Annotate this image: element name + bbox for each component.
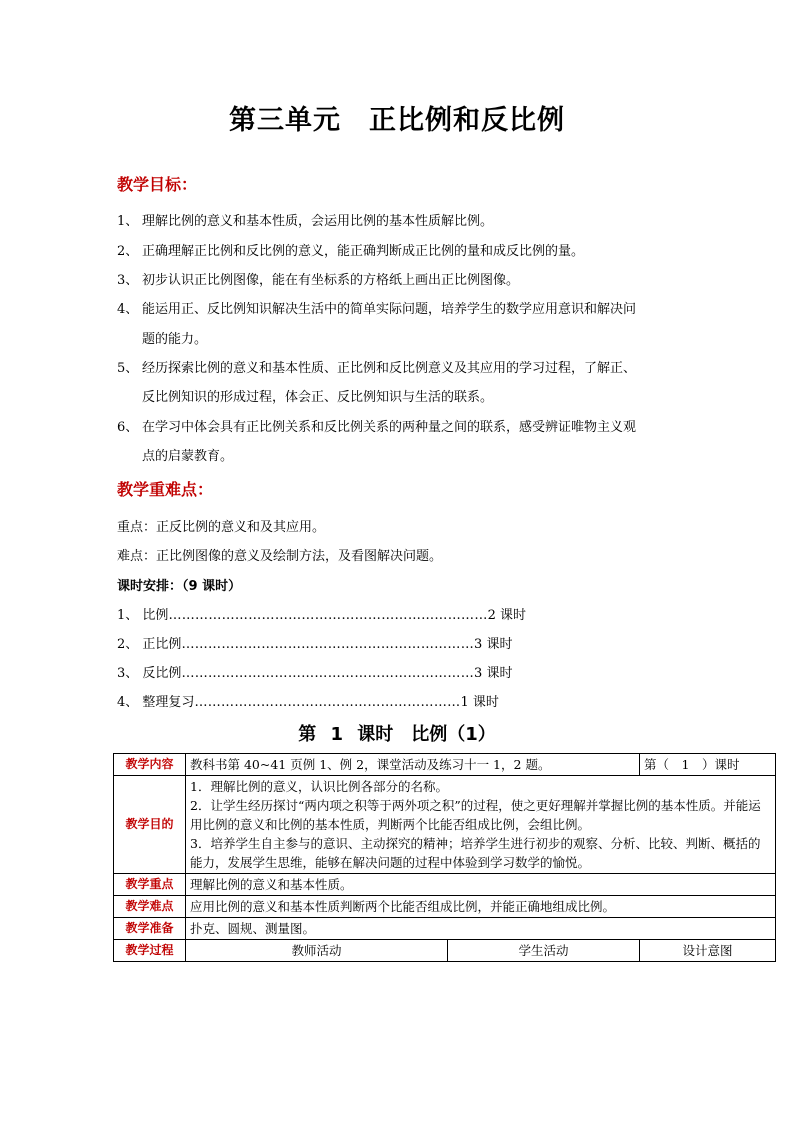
goal-line: 3．培养学生自主参与的意识、主动探究的精神；培养学生进行初步的观察、分析、比较、判断、概括的能力，发展学生思维，能够在解决问题的过程中体验到学习数学的愉悦。 [190, 836, 761, 870]
objective-2-line-1: 正确理解正比例和反比例的意义，能正确判断成正比例的量和成反比例的量。 [142, 244, 585, 259]
prep-cell: 扑克、圆规、测量图。 [186, 918, 776, 940]
lesson-plan-table [113, 753, 776, 962]
schedule-item [117, 604, 526, 623]
col-student-activity: 学生活动 [448, 940, 640, 962]
col-teacher-activity: 教师活动 [186, 940, 448, 962]
objective-5-num: 5、 [117, 361, 139, 376]
objective-3-num: 3、 [117, 273, 139, 288]
table-row [114, 874, 776, 896]
difficult-point-text: 难点：正比例图像的意义及绘制方法，及看图解决问题。 [117, 549, 443, 564]
table-row [114, 754, 776, 776]
key-points-heading: 教学重难点： [117, 480, 214, 499]
schedule-item-name: 比例 [142, 608, 169, 623]
table-row [114, 940, 776, 962]
objective-4-line-1: 能运用正、反比例知识解决生活中的简单实际问题，培养学生的数学应用意识和解决问 [142, 302, 637, 317]
schedule-item-hours: 3 课时 [474, 637, 513, 652]
schedule-item-dots: ……………………………………………………………… [168, 608, 488, 623]
schedule-item-dots: ………………………………………………………… [181, 666, 475, 681]
content-label: 教学内容 [114, 754, 186, 776]
schedule-item-hours: 3 课时 [474, 666, 513, 681]
schedule-item-num: 2、 [117, 637, 139, 652]
objectives-heading: 教学目标： [117, 175, 198, 194]
objective-5-line-1: 经历探索比例的意义和基本性质、正比例和反比例意义及其应用的学习过程，了解正、 [142, 361, 637, 376]
difficult-cell: 应用比例的意义和基本性质判断两个比能否组成比例，并能正确地组成比例。 [186, 896, 776, 918]
objective-1-line-1: 理解比例的意义和基本性质，会运用比例的基本性质解比例。 [142, 214, 494, 229]
schedule-item [117, 633, 512, 652]
schedule-item-name: 反比例 [142, 666, 182, 681]
goal-line: 2．让学生经历探讨“两内项之积等于两外项之积”的过程，使之更好理解并掌握比例的基本性质。并能运用比例的意义和比例的基本性质，判断两个比能否组成比例，会组比例。 [190, 798, 761, 832]
schedule-item-hours: 1 课时 [460, 695, 499, 710]
period-cell: 第（ 1 ）课时 [640, 754, 776, 776]
goal-label: 教学目的 [114, 776, 186, 874]
page-title: 第三单元 正比例和反比例 [229, 105, 565, 136]
schedule-item-dots: …………………………………………………… [194, 695, 461, 710]
difficult-label: 教学难点 [114, 896, 186, 918]
schedule-item-num: 4、 [117, 695, 139, 710]
prep-label: 教学准备 [114, 918, 186, 940]
objective-6-line-2: 点的启蒙教育。 [142, 449, 234, 464]
objective-5-line-2: 反比例知识的形成过程，体会正、反比例知识与生活的联系。 [142, 390, 494, 405]
goal-line: 1．理解比例的意义，认识比例各部分的名称。 [190, 779, 448, 794]
objective-3-line-1: 初步认识正比例图像，能在有坐标系的方格纸上画出正比例图像。 [142, 273, 520, 288]
schedule-heading: 课时安排：（9 课时） [117, 579, 242, 594]
schedule-item-dots: ………………………………………………………… [181, 637, 475, 652]
objective-4-line-2: 题的能力。 [142, 332, 208, 347]
schedule-item-hours: 2 课时 [487, 608, 527, 623]
schedule-item-name: 整理复习 [142, 695, 195, 710]
objective-6-line-1: 在学习中体会具有正比例关系和反比例关系的两种量之间的联系，感受辨证唯物主义观 [142, 420, 637, 435]
lesson-title: 第 1 课时 比例（1） [298, 724, 496, 745]
content-cell: 教科书第 40~41 页例 1、例 2，课堂活动及练习十一 1，2 题。 [186, 754, 640, 776]
key-label: 教学重点 [114, 874, 186, 896]
schedule-item-num: 3、 [117, 666, 139, 681]
process-label: 教学过程 [114, 940, 186, 962]
objective-6-num: 6、 [117, 420, 139, 435]
schedule-item [117, 691, 499, 710]
objective-4-num: 4、 [117, 302, 139, 317]
key-point-text: 重点：正反比例的意义和及其应用。 [117, 520, 326, 535]
table-row [114, 918, 776, 940]
key-cell: 理解比例的意义和基本性质。 [186, 874, 776, 896]
objective-1-num: 1、 [117, 214, 139, 229]
table-row [114, 776, 776, 874]
schedule-item [117, 662, 512, 681]
schedule-item-name: 正比例 [142, 637, 182, 652]
goal-cell [186, 776, 776, 874]
table-row [114, 896, 776, 918]
col-design-intent: 设计意图 [640, 940, 776, 962]
objective-2-num: 2、 [117, 244, 139, 259]
schedule-item-num: 1、 [117, 608, 139, 623]
